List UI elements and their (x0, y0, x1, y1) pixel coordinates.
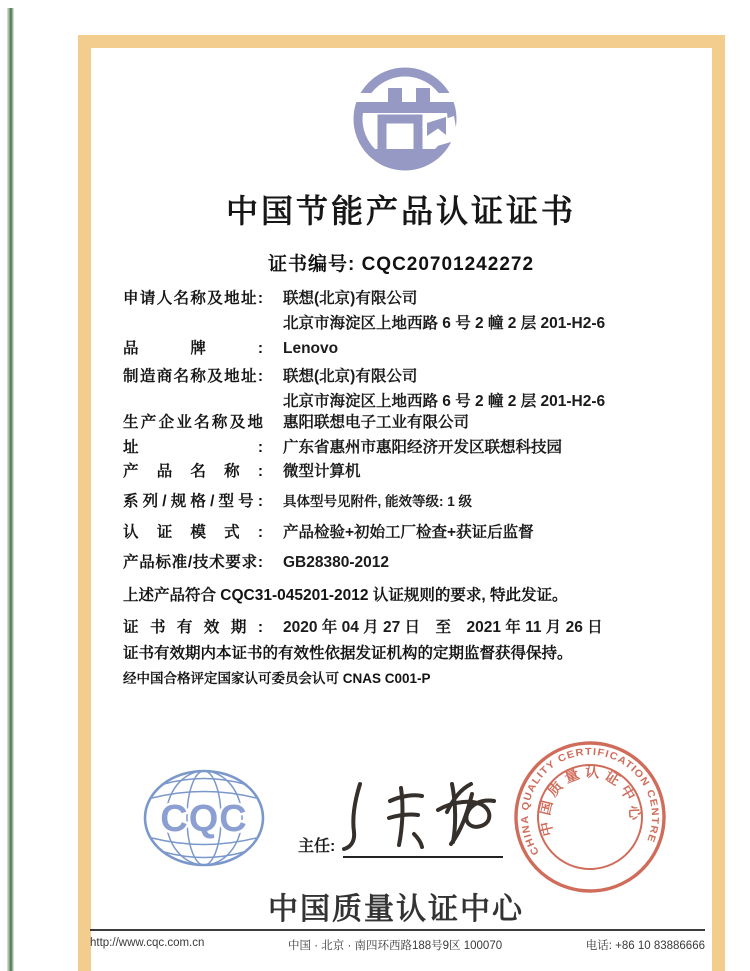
field-row-factory (123, 410, 563, 460)
field-label: 申请人名称及地址: (123, 290, 263, 307)
field-label: 产品标准/技术要求: (123, 554, 263, 571)
footer-address: 中国 · 北京 · 南四环西路188号9区 100070 (288, 940, 503, 952)
cqc-globe-logo-icon (140, 766, 268, 870)
validity-retention-note: 证书有效期内本证书的有效性依据发证机构的定期监督获得保持。 (123, 645, 573, 662)
field-value: 具体型号见附件, 能效等级: 1 级 (283, 494, 473, 509)
svg-text:CHINA QUALITY CERTIFICATION CE (515, 742, 662, 858)
field-label: 产品名称: (123, 463, 263, 480)
stamp-inner-text: 中国质量认证中心 (537, 764, 643, 838)
certificate-number-value: CQC20701242272 (361, 254, 535, 275)
field-row-applicant (123, 286, 606, 332)
field-row-product-name (123, 459, 361, 484)
field-row-standard (123, 550, 389, 575)
field-label: 制造商名称及地址: (123, 368, 263, 385)
issuer-name: 中国质量认证中心 (268, 893, 524, 926)
accreditation-note: 经中国合格评定国家认可委员会认可 CNAS C001-P (123, 671, 431, 686)
field-value: Lenovo (283, 340, 339, 357)
footer-phone: 电话: +86 10 83886666 (585, 940, 705, 952)
field-label: 认证模式: (123, 524, 263, 541)
field-label: 证书有效期: (123, 619, 263, 636)
director-signature (330, 760, 510, 860)
certificate-number (91, 249, 711, 276)
validity-dates: 2020 年 04 月 27 日 至 2021 年 11 月 26 日 (283, 619, 603, 636)
field-value: 产品检验+初始工厂检查+获证后监督 (283, 524, 534, 541)
field-label: 品牌: (123, 340, 263, 357)
field-row-validity (123, 615, 603, 640)
field-row-model (123, 489, 473, 514)
field-value: 惠阳联想电子工业有限公司 广东省惠州市惠阳经济开发区联想科技园 (283, 414, 563, 456)
energy-conservation-logo-icon (352, 66, 458, 172)
conformity-statement: 上述产品符合 CQC31-045201-2012 认证规则的要求, 特此发证。 (123, 587, 568, 604)
footer-url: http://www.cqc.com.cn (90, 937, 205, 949)
field-value: 联想(北京)有限公司 北京市海淀区上地西路 6 号 2 幢 2 层 201-H2-6 (283, 290, 606, 332)
field-row-brand (123, 336, 339, 361)
cqc-logo-text: CQC (160, 798, 248, 840)
director-label: 主任: (298, 838, 336, 855)
footer (90, 937, 705, 953)
scan-edge-stripe (7, 8, 14, 971)
field-label: 系列/规格/型号: (123, 493, 263, 510)
certificate-title: 中国节能产品认证证书 (225, 193, 576, 229)
footer-divider (90, 929, 705, 931)
field-row-manufacturer (123, 364, 606, 410)
field-value: GB28380-2012 (283, 554, 389, 571)
field-label: 生产企业名称及地址: (123, 414, 263, 456)
stamp-ring-text: CHINA QUALITY CERTIFICATION CENTRE (519, 746, 661, 857)
field-value: 联想(北京)有限公司 北京市海淀区上地西路 6 号 2 幢 2 层 201-H2-6 (283, 368, 606, 410)
field-value: 微型计算机 (283, 463, 361, 480)
certificate-number-label: 证书编号: (267, 254, 356, 275)
field-row-certification-mode (123, 520, 534, 545)
cqc-red-seal-stamp (499, 726, 680, 907)
